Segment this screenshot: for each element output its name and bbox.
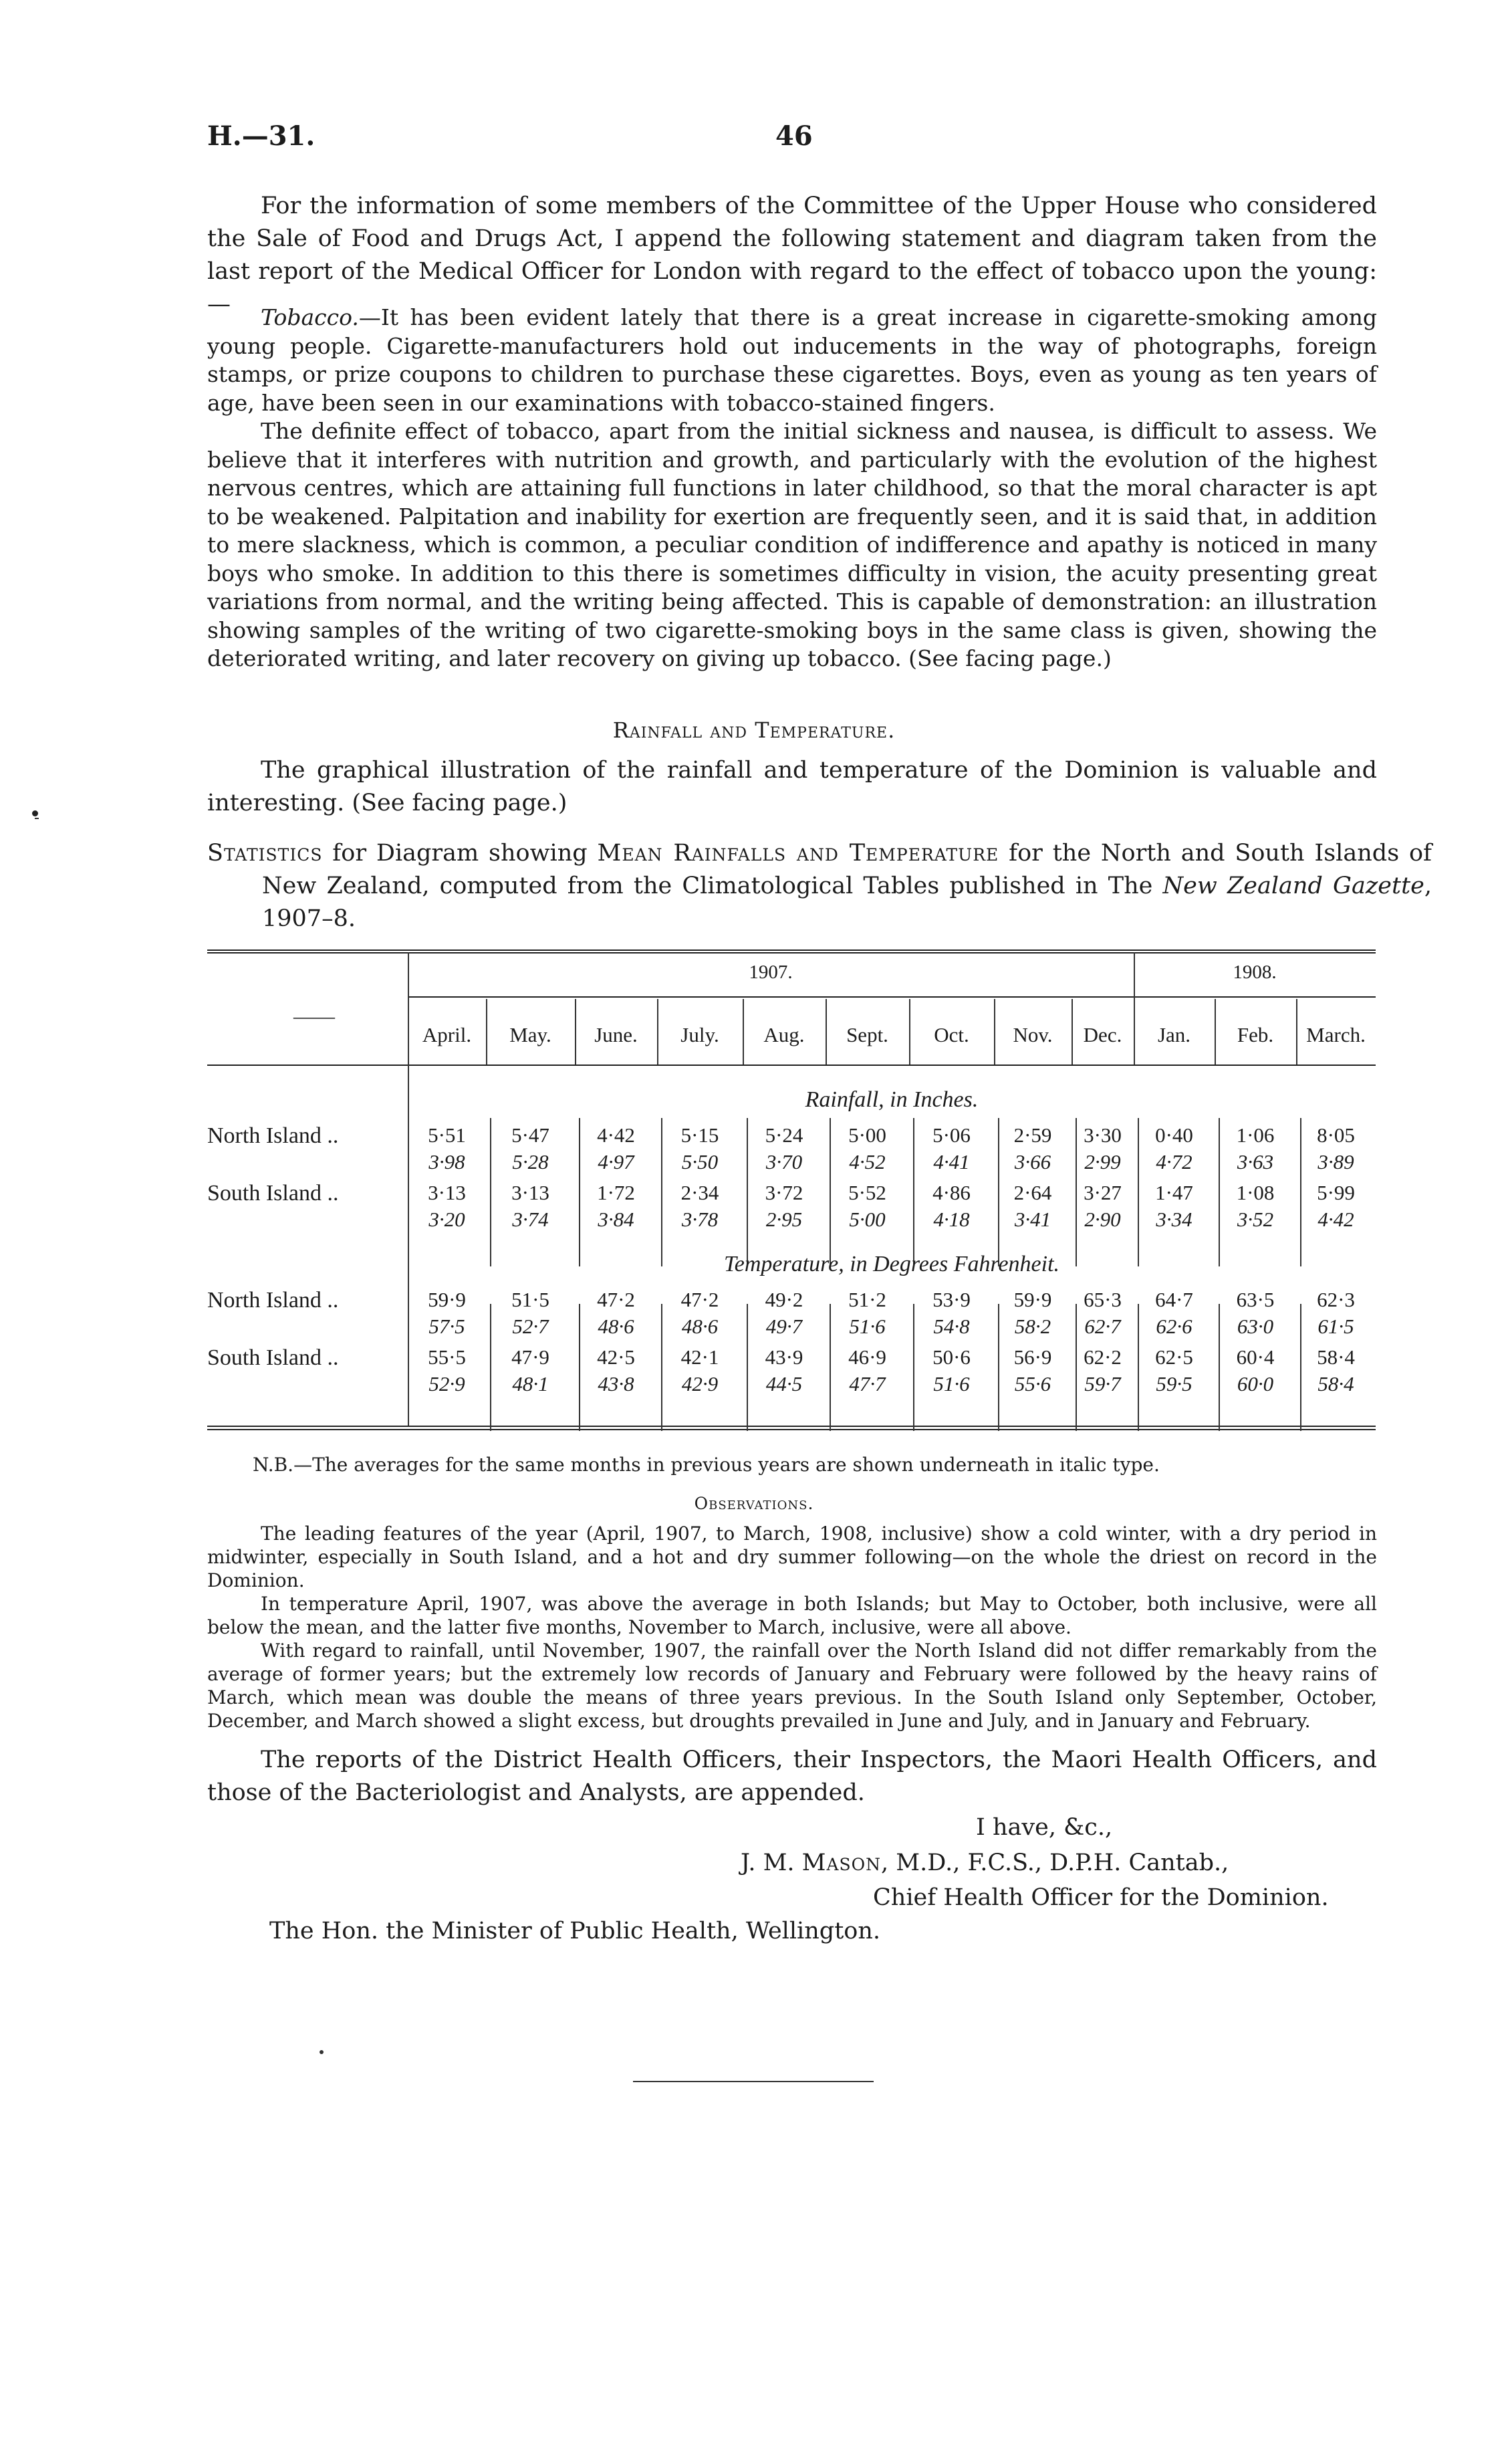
- rainfall-south-value: 3·13: [511, 1181, 549, 1204]
- speck: [320, 2050, 324, 2054]
- month-header: March.: [1306, 1023, 1366, 1046]
- temperature-north-average: 62·7: [1084, 1315, 1121, 1338]
- rainfall-north-average: 4·41: [933, 1150, 970, 1173]
- statistics-text-e: , 1907–8.: [262, 873, 1432, 932]
- rainfall-south-average: 3·41: [1014, 1208, 1051, 1231]
- rainfall-south-average: 4·18: [933, 1208, 970, 1231]
- rainfall-north-value: 5·15: [680, 1123, 719, 1147]
- rainfall-south-value: 1·72: [597, 1181, 635, 1204]
- rainfall-south-label: South Island ..: [207, 1181, 339, 1206]
- temperature-south-average: 47·7: [849, 1372, 886, 1395]
- temperature-south-value: 55·5: [428, 1345, 466, 1369]
- temperature-south-average: 52·9: [428, 1372, 465, 1395]
- temperature-south-average: 59·7: [1084, 1372, 1121, 1395]
- temperature-south-average: 51·6: [933, 1372, 970, 1395]
- month-header: April.: [422, 1023, 472, 1046]
- statistics-caption: [207, 837, 1432, 935]
- signature-name: Mason: [801, 1850, 882, 1876]
- temperature-south-value: 62·5: [1155, 1345, 1193, 1369]
- rainfall-north-label: North Island ..: [207, 1123, 339, 1148]
- rainfall-north-value: 3·30: [1084, 1123, 1122, 1147]
- reports-paragraph: The reports of the District Health Officers, their Inspectors, the Maori Health Officers, and those of the Bacteriologist and Analysts, are appended.: [207, 1747, 1377, 1806]
- temperature-north-average: 61·5: [1317, 1315, 1354, 1338]
- temperature-north-average: 63·0: [1237, 1315, 1274, 1338]
- tobacco-section: [207, 304, 1377, 673]
- rainfall-south-average: 3·74: [512, 1208, 549, 1231]
- temperature-north-value: 53·9: [932, 1288, 971, 1311]
- tobacco-paragraph-2: The definite effect of tobacco, apart from the initial sickness and nausea, is difficult to assess. We believe that it interferes with nutrition and growth, and particularly with the evolution of the highest nervous centres, which are attaining full functions in later childhood, so that the moral character is apt to be weakened. Palpitation and inability for exertion are frequently seen, and it is said that, in addition to mere slackness, which is common, a peculiar condition of indifference and apathy is noticed in many boys who smoke. In addition to this there is sometimes difficulty in vision, the acuity presenting great variations from normal, and the writing being affected. This is capable of demonstration: an illustration showing samples of the writing of two cigarette-smoking boys in the same class is given, showing the deteriorated writing, and later recovery on giving up tobacco. (See facing page.): [207, 418, 1377, 671]
- month-header: June.: [594, 1023, 638, 1046]
- temperature-south-average: 55·6: [1014, 1372, 1051, 1395]
- temperature-north-average: 58·2: [1014, 1315, 1051, 1338]
- rainfall-north-value: 5·00: [848, 1123, 886, 1147]
- month-header: Dec.: [1083, 1023, 1122, 1046]
- temperature-south-average: 44·5: [765, 1372, 803, 1395]
- rainfall-paragraph: The graphical illustration of the rainfall and temperature of the Dominion is valuable and interesting. (See facing page.): [207, 757, 1377, 816]
- statistics-text-c: for the North and South Islands of New Zealand, computed from the Climatological Tables published in The: [262, 840, 1432, 899]
- temperature-south-average: 42·9: [681, 1372, 719, 1395]
- rainfall-north-average: 4·52: [849, 1150, 886, 1173]
- margin-dot: [32, 810, 38, 816]
- rainfall-north-value: 0·40: [1155, 1123, 1193, 1147]
- temperature-south-value: 62·2: [1084, 1345, 1122, 1369]
- temperature-north-average: 51·6: [849, 1315, 886, 1338]
- month-header: Feb.: [1237, 1023, 1274, 1046]
- temperature-north-average: 52·7: [512, 1315, 549, 1338]
- temperature-north-value: 51·2: [848, 1288, 886, 1311]
- temperature-north-value: 63·5: [1236, 1288, 1275, 1311]
- rainfall-south-average: 3·20: [428, 1208, 465, 1231]
- rainfall-north-value: 8·05: [1317, 1123, 1355, 1147]
- temperature-south-average: 48·1: [512, 1372, 549, 1395]
- temperature-north-value: 62·3: [1317, 1288, 1355, 1311]
- intro-paragraph: For the information of some members of the Committee of the Upper House who considered the Sale of Food and Drugs Act, I append the following statement and diagram taken from the last report of the Medical Officer for London with regard to the effect of tobacco upon the young:—: [207, 193, 1377, 318]
- rainfall-south-value: 3·27: [1084, 1181, 1122, 1204]
- rainfall-north-value: 5·24: [765, 1123, 803, 1147]
- rainfall-north-value: 4·42: [597, 1123, 635, 1147]
- document-reference: H.—31.: [207, 120, 316, 152]
- rainfall-south-value: 5·99: [1317, 1181, 1355, 1204]
- signature-credentials: , M.D., F.C.S., D.P.H. Cantab.,: [881, 1850, 1229, 1876]
- rainfall-south-value: 2·64: [1013, 1181, 1052, 1204]
- observations-heading: Observations.: [694, 1494, 814, 1513]
- month-header: Sept.: [846, 1023, 888, 1046]
- month-header: May.: [509, 1023, 551, 1046]
- rainfall-north-average: 5·50: [681, 1150, 719, 1173]
- rainfall-north-average: 4·72: [1156, 1150, 1192, 1173]
- temperature-south-value: 60·4: [1236, 1345, 1275, 1369]
- rainfall-south-value: 5·52: [848, 1181, 886, 1204]
- rainfall-south-value: 4·86: [932, 1181, 971, 1204]
- signature-initials: J. M.: [741, 1850, 802, 1876]
- rainfall-north-value: 5·06: [932, 1123, 971, 1147]
- temperature-south-label: South Island ..: [207, 1345, 339, 1370]
- closing-greeting: I have, &c.,: [976, 1814, 1113, 1841]
- month-header: Jan.: [1157, 1023, 1191, 1046]
- rainfall-south-average: 2·95: [765, 1208, 803, 1231]
- rainfall-south-average: 4·42: [1317, 1208, 1354, 1231]
- temperature-north-average: 57·5: [428, 1315, 465, 1338]
- year-1907: 1907.: [749, 962, 793, 983]
- temperature-north-average: 54·8: [933, 1315, 970, 1338]
- temperature-north-value: 49·2: [765, 1288, 803, 1311]
- rainfall-south-value: 1·08: [1236, 1181, 1275, 1204]
- tobacco-heading: Tobacco.: [261, 304, 359, 330]
- temperature-north-value: 51·5: [511, 1288, 549, 1311]
- month-header: July.: [680, 1023, 719, 1046]
- signature-line: [741, 1850, 1229, 1876]
- margin-mark: [35, 818, 39, 819]
- statistics-title: Mean Rainfalls and Temperature: [597, 840, 999, 867]
- temperature-south-average: 58·4: [1317, 1372, 1354, 1395]
- month-header: Nov.: [1013, 1023, 1053, 1046]
- observations-body: [207, 1522, 1377, 1732]
- rainfall-south-value: 1·47: [1155, 1181, 1193, 1204]
- rainfall-north-value: 5·47: [511, 1123, 549, 1147]
- page-number: 46: [775, 120, 813, 152]
- temperature-south-value: 56·9: [1013, 1345, 1052, 1369]
- temperature-north-value: 59·9: [428, 1288, 466, 1311]
- temperature-north-value: 65·3: [1084, 1288, 1122, 1311]
- observations-paragraph-2: In temperature April, 1907, was above the average in both Islands; but May to October, both inclusive, were all below the mean, and the latter five months, November to March, inclusive, were all above.: [207, 1593, 1377, 1638]
- rainfall-north-average: 2·99: [1084, 1150, 1121, 1173]
- rainfall-south-average: 2·90: [1084, 1208, 1121, 1231]
- observations-paragraph-1: The leading features of the year (April, 1907, to March, 1908, inclusive) show a cold winter, with a dry period in midwinter, especially in South Island, and a hot and dry summer following—on the whole the driest on record in the Dominion.: [207, 1523, 1377, 1591]
- rainfall-north-average: 3·70: [765, 1150, 803, 1173]
- gazette-title: New Zealand Gazette: [1162, 873, 1424, 899]
- temperature-section-title: Temperature, in Degrees Fahrenheit.: [723, 1252, 1060, 1276]
- rainfall-north-value: 5·51: [428, 1123, 466, 1147]
- rainfall-section-title: Rainfall, in Inches.: [805, 1087, 979, 1112]
- rainfall-south-value: 3·13: [428, 1181, 466, 1204]
- temperature-north-average: 49·7: [765, 1315, 803, 1338]
- rainfall-south-average: 3·34: [1156, 1208, 1192, 1231]
- rainfall-heading: Rainfall and Temperature.: [612, 717, 896, 743]
- statistics-lead: Statistics: [207, 840, 323, 867]
- nb-note: N.B.—The averages for the same months in previous years are shown underneath in italic type.: [253, 1454, 1160, 1476]
- rainfall-north-average: 5·28: [512, 1150, 549, 1173]
- addressee: The Hon. the Minister of Public Health, Wellington.: [269, 1918, 880, 1944]
- temperature-south-value: 58·4: [1317, 1345, 1355, 1369]
- rainfall-north-average: 3·66: [1014, 1150, 1051, 1173]
- table-stub-dash: ——: [293, 1004, 335, 1028]
- rainfall-north-average: 3·89: [1317, 1150, 1354, 1173]
- temperature-south-average: 60·0: [1237, 1372, 1274, 1395]
- temperature-south-average: 59·5: [1156, 1372, 1192, 1395]
- month-header: Aug.: [763, 1023, 805, 1046]
- rainfall-south-average: 3·78: [681, 1208, 719, 1231]
- rainfall-north-average: 3·63: [1237, 1150, 1274, 1173]
- temperature-north-value: 59·9: [1013, 1288, 1052, 1311]
- rainfall-south-value: 2·34: [680, 1181, 719, 1204]
- temperature-south-value: 47·9: [511, 1345, 549, 1369]
- temperature-north-label: North Island ..: [207, 1288, 339, 1313]
- temperature-south-value: 43·9: [765, 1345, 803, 1369]
- temperature-south-value: 42·1: [680, 1345, 719, 1369]
- month-header: Oct.: [934, 1023, 969, 1046]
- rainfall-south-average: 3·84: [598, 1208, 634, 1231]
- temperature-north-average: 48·6: [681, 1315, 719, 1338]
- temperature-south-average: 43·8: [598, 1372, 634, 1395]
- signature-title: Chief Health Officer for the Dominion.: [873, 1884, 1329, 1911]
- tobacco-paragraph-1: —It has been evident lately that there is a great increase in cigarette-smoking among young people. Cigarette-manufacturers hold out inducements in the way of photographs, foreign stamps, or prize coupons to children to purchase these cigarettes. Boys, even as young as ten years of age, have been seen in our examinations with tobacco-stained fingers.: [207, 304, 1377, 416]
- temperature-south-value: 50·6: [932, 1345, 971, 1369]
- climate-table: [207, 949, 1376, 1431]
- observations-paragraph-3: With regard to rainfall, until November, 1907, the rainfall over the North Island did not differ remarkably from the average of former years; but the extremely low records of January and February were followed by the heavy rains of March, which mean was double the means of three years previous. In the South Island only September, October, December, and March showed a slight excess, but droughts prevailed in June and July, and in January and February.: [207, 1640, 1377, 1732]
- temperature-north-average: 48·6: [598, 1315, 634, 1338]
- year-1908: 1908.: [1233, 962, 1277, 983]
- temperature-south-value: 46·9: [848, 1345, 886, 1369]
- rainfall-south-value: 3·72: [765, 1181, 803, 1204]
- rainfall-north-value: 2·59: [1013, 1123, 1052, 1147]
- rainfall-south-average: 5·00: [849, 1208, 886, 1231]
- end-rule: [633, 2081, 874, 2082]
- temperature-north-average: 62·6: [1156, 1315, 1192, 1338]
- rainfall-north-average: 4·97: [598, 1150, 634, 1173]
- temperature-south-value: 42·5: [597, 1345, 635, 1369]
- temperature-north-value: 64·7: [1155, 1288, 1193, 1311]
- statistics-text-a: for Diagram showing: [322, 840, 598, 867]
- rainfall-north-value: 1·06: [1236, 1123, 1275, 1147]
- temperature-north-value: 47·2: [597, 1288, 635, 1311]
- rainfall-south-average: 3·52: [1237, 1208, 1274, 1231]
- rainfall-north-average: 3·98: [428, 1150, 465, 1173]
- temperature-north-value: 47·2: [680, 1288, 719, 1311]
